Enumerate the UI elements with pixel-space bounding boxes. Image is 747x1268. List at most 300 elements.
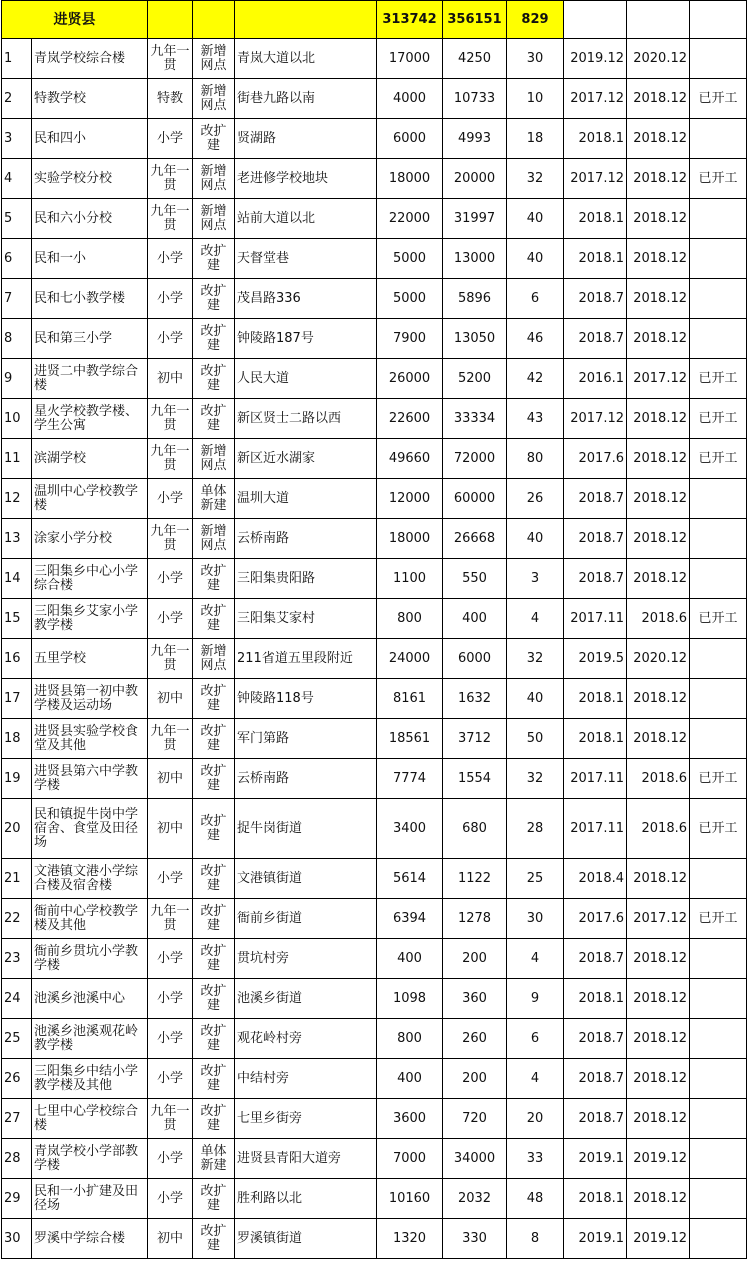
start-date-cell: 2018.7 <box>564 1019 627 1059</box>
row-index-cell: 7 <box>2 279 32 319</box>
investment-cell: 13050 <box>443 319 507 359</box>
status-cell <box>690 859 747 899</box>
status-cell <box>690 1179 747 1219</box>
status-cell <box>690 979 747 1019</box>
school-name-cell: 民和一小扩建及田径场 <box>32 1179 148 1219</box>
start-date-cell: 2017.12 <box>564 399 627 439</box>
location-cell: 贤湖路 <box>235 119 377 159</box>
school-type-cell: 九年一贯 <box>148 159 193 199</box>
table-row <box>2 239 747 279</box>
location-cell: 胜利路以北 <box>235 1179 377 1219</box>
school-type-cell: 小学 <box>148 1059 193 1099</box>
school-type-cell: 九年一贯 <box>148 719 193 759</box>
table-row <box>2 639 747 679</box>
building-area-cell: 5000 <box>377 279 443 319</box>
start-date-cell: 2018.4 <box>564 859 627 899</box>
table-row <box>2 1019 747 1059</box>
school-type-cell: 小学 <box>148 319 193 359</box>
building-area-cell: 17000 <box>377 39 443 79</box>
class-count-cell: 40 <box>507 679 564 719</box>
start-date-cell: 2017.11 <box>564 599 627 639</box>
row-index-cell: 21 <box>2 859 32 899</box>
investment-cell: 550 <box>443 559 507 599</box>
investment-cell: 60000 <box>443 479 507 519</box>
location-cell: 老进修学校地块 <box>235 159 377 199</box>
location-cell: 文港镇街道 <box>235 859 377 899</box>
start-date-cell: 2019.12 <box>564 39 627 79</box>
location-cell: 天督堂巷 <box>235 239 377 279</box>
end-date-cell: 2018.12 <box>627 199 690 239</box>
project-category-cell: 单体新建 <box>193 479 235 519</box>
building-area-cell: 24000 <box>377 639 443 679</box>
end-date-cell: 2018.12 <box>627 559 690 599</box>
location-cell: 站前大道以北 <box>235 199 377 239</box>
building-area-cell: 49660 <box>377 439 443 479</box>
project-category-cell: 新增网点 <box>193 79 235 119</box>
table-row <box>2 719 747 759</box>
investment-cell: 360 <box>443 979 507 1019</box>
school-type-cell: 特教 <box>148 79 193 119</box>
building-area-cell: 1098 <box>377 979 443 1019</box>
county-title: 进贤县 <box>2 1 148 39</box>
project-category-cell: 新增网点 <box>193 639 235 679</box>
status-cell <box>690 519 747 559</box>
project-category-cell: 改扩建 <box>193 599 235 639</box>
school-type-cell: 初中 <box>148 759 193 799</box>
school-type-cell: 小学 <box>148 1019 193 1059</box>
project-category-cell: 改扩建 <box>193 859 235 899</box>
end-date-cell: 2019.12 <box>627 1219 690 1259</box>
location-cell: 罗溪镇街道 <box>235 1219 377 1259</box>
building-area-cell: 6000 <box>377 119 443 159</box>
investment-cell: 200 <box>443 1059 507 1099</box>
table-row <box>2 399 747 439</box>
table-row <box>2 679 747 719</box>
end-date-cell: 2018.12 <box>627 719 690 759</box>
school-type-cell: 九年一贯 <box>148 39 193 79</box>
status-cell: 已开工 <box>690 599 747 639</box>
school-type-cell: 初中 <box>148 1219 193 1259</box>
header-cell <box>148 1 193 39</box>
building-area-cell: 22600 <box>377 399 443 439</box>
project-category-cell: 改扩建 <box>193 679 235 719</box>
school-name-cell: 民和一小 <box>32 239 148 279</box>
status-cell: 已开工 <box>690 159 747 199</box>
status-cell: 已开工 <box>690 799 747 859</box>
project-category-cell: 改扩建 <box>193 799 235 859</box>
school-name-cell: 三阳集乡中心小学综合楼 <box>32 559 148 599</box>
investment-cell: 4250 <box>443 39 507 79</box>
school-name-cell: 罗溪中学综合楼 <box>32 1219 148 1259</box>
project-category-cell: 改扩建 <box>193 319 235 359</box>
project-category-cell: 新增网点 <box>193 39 235 79</box>
row-index-cell: 10 <box>2 399 32 439</box>
investment-cell: 5896 <box>443 279 507 319</box>
project-category-cell: 新增网点 <box>193 159 235 199</box>
row-index-cell: 13 <box>2 519 32 559</box>
class-count-cell: 48 <box>507 1179 564 1219</box>
building-area-cell: 400 <box>377 939 443 979</box>
start-date-cell: 2018.1 <box>564 679 627 719</box>
school-type-cell: 九年一贯 <box>148 899 193 939</box>
investment-cell: 1122 <box>443 859 507 899</box>
project-category-cell: 改扩建 <box>193 239 235 279</box>
investment-cell: 1632 <box>443 679 507 719</box>
end-date-cell: 2019.12 <box>627 1139 690 1179</box>
class-count-cell: 9 <box>507 979 564 1019</box>
table-row <box>2 1139 747 1179</box>
start-date-cell: 2018.7 <box>564 479 627 519</box>
investment-cell: 200 <box>443 939 507 979</box>
start-date-cell: 2017.6 <box>564 899 627 939</box>
investment-cell: 34000 <box>443 1139 507 1179</box>
table-row <box>2 1179 747 1219</box>
class-count-cell: 80 <box>507 439 564 479</box>
total-classes: 829 <box>507 1 564 39</box>
location-cell: 三阳集贵阳路 <box>235 559 377 599</box>
table-row <box>2 439 747 479</box>
table-row <box>2 559 747 599</box>
class-count-cell: 6 <box>507 1019 564 1059</box>
location-cell: 新区近水湖家 <box>235 439 377 479</box>
row-index-cell: 8 <box>2 319 32 359</box>
table-row <box>2 519 747 559</box>
table-row <box>2 319 747 359</box>
school-name-cell: 五里学校 <box>32 639 148 679</box>
school-type-cell: 小学 <box>148 239 193 279</box>
status-cell <box>690 1059 747 1099</box>
header-cell <box>564 1 627 39</box>
investment-cell: 72000 <box>443 439 507 479</box>
class-count-cell: 40 <box>507 239 564 279</box>
row-index-cell: 6 <box>2 239 32 279</box>
table-row <box>2 119 747 159</box>
building-area-cell: 8161 <box>377 679 443 719</box>
end-date-cell: 2018.12 <box>627 79 690 119</box>
building-area-cell: 6394 <box>377 899 443 939</box>
school-type-cell: 九年一贯 <box>148 199 193 239</box>
school-name-cell: 民和四小 <box>32 119 148 159</box>
end-date-cell: 2018.12 <box>627 679 690 719</box>
school-type-cell: 九年一贯 <box>148 1099 193 1139</box>
status-cell <box>690 479 747 519</box>
end-date-cell: 2018.12 <box>627 979 690 1019</box>
location-cell: 云桥南路 <box>235 759 377 799</box>
school-type-cell: 九年一贯 <box>148 519 193 559</box>
row-index-cell: 19 <box>2 759 32 799</box>
school-type-cell: 小学 <box>148 559 193 599</box>
row-index-cell: 30 <box>2 1219 32 1259</box>
project-category-cell: 改扩建 <box>193 1179 235 1219</box>
project-category-cell: 改扩建 <box>193 899 235 939</box>
class-count-cell: 4 <box>507 939 564 979</box>
school-name-cell: 池溪乡池溪观花岭教学楼 <box>32 1019 148 1059</box>
school-name-cell: 进贤县第一初中教学楼及运动场 <box>32 679 148 719</box>
school-name-cell: 青岚学校小学部教学楼 <box>32 1139 148 1179</box>
table-row <box>2 79 747 119</box>
location-cell: 衙前乡街道 <box>235 899 377 939</box>
building-area-cell: 4000 <box>377 79 443 119</box>
row-index-cell: 26 <box>2 1059 32 1099</box>
status-cell <box>690 319 747 359</box>
investment-cell: 31997 <box>443 199 507 239</box>
project-category-cell: 改扩建 <box>193 359 235 399</box>
start-date-cell: 2018.7 <box>564 1059 627 1099</box>
school-type-cell: 初中 <box>148 799 193 859</box>
row-index-cell: 23 <box>2 939 32 979</box>
class-count-cell: 30 <box>507 899 564 939</box>
status-cell: 已开工 <box>690 399 747 439</box>
table-row <box>2 1219 747 1259</box>
end-date-cell: 2017.12 <box>627 359 690 399</box>
end-date-cell: 2018.6 <box>627 759 690 799</box>
table-row <box>2 979 747 1019</box>
row-index-cell: 4 <box>2 159 32 199</box>
status-cell <box>690 1019 747 1059</box>
class-count-cell: 40 <box>507 519 564 559</box>
location-cell: 观花岭村旁 <box>235 1019 377 1059</box>
school-type-cell: 九年一贯 <box>148 439 193 479</box>
location-cell: 钟陵路118号 <box>235 679 377 719</box>
school-name-cell: 文港镇文港小学综合楼及宿舍楼 <box>32 859 148 899</box>
start-date-cell: 2018.1 <box>564 199 627 239</box>
end-date-cell: 2018.6 <box>627 599 690 639</box>
project-category-cell: 单体新建 <box>193 1139 235 1179</box>
location-cell: 青岚大道以北 <box>235 39 377 79</box>
row-index-cell: 29 <box>2 1179 32 1219</box>
building-area-cell: 5614 <box>377 859 443 899</box>
row-index-cell: 15 <box>2 599 32 639</box>
investment-cell: 10733 <box>443 79 507 119</box>
building-area-cell: 3600 <box>377 1099 443 1139</box>
building-area-cell: 3400 <box>377 799 443 859</box>
school-type-cell: 小学 <box>148 979 193 1019</box>
investment-cell: 13000 <box>443 239 507 279</box>
status-cell <box>690 939 747 979</box>
status-cell <box>690 39 747 79</box>
project-table <box>1 0 747 1259</box>
end-date-cell: 2018.12 <box>627 939 690 979</box>
location-cell: 人民大道 <box>235 359 377 399</box>
school-type-cell: 小学 <box>148 1139 193 1179</box>
investment-cell: 1554 <box>443 759 507 799</box>
school-type-cell: 九年一贯 <box>148 399 193 439</box>
project-category-cell: 改扩建 <box>193 279 235 319</box>
project-category-cell: 改扩建 <box>193 719 235 759</box>
school-type-cell: 初中 <box>148 679 193 719</box>
header-cell <box>690 1 747 39</box>
start-date-cell: 2017.11 <box>564 799 627 859</box>
project-category-cell: 改扩建 <box>193 1019 235 1059</box>
status-cell <box>690 1219 747 1259</box>
building-area-cell: 12000 <box>377 479 443 519</box>
start-date-cell: 2017.12 <box>564 79 627 119</box>
status-cell: 已开工 <box>690 759 747 799</box>
status-cell <box>690 199 747 239</box>
total-investment: 356151 <box>443 1 507 39</box>
school-name-cell: 青岚学校综合楼 <box>32 39 148 79</box>
building-area-cell: 800 <box>377 599 443 639</box>
start-date-cell: 2017.12 <box>564 159 627 199</box>
investment-cell: 400 <box>443 599 507 639</box>
location-cell: 捉牛岗街道 <box>235 799 377 859</box>
location-cell: 三阳集艾家村 <box>235 599 377 639</box>
table-row <box>2 599 747 639</box>
location-cell: 军门第路 <box>235 719 377 759</box>
school-type-cell: 小学 <box>148 279 193 319</box>
school-name-cell: 特教学校 <box>32 79 148 119</box>
class-count-cell: 30 <box>507 39 564 79</box>
project-category-cell: 改扩建 <box>193 559 235 599</box>
table-row <box>2 359 747 399</box>
start-date-cell: 2019.5 <box>564 639 627 679</box>
location-cell: 街巷九路以南 <box>235 79 377 119</box>
start-date-cell: 2018.1 <box>564 979 627 1019</box>
status-cell <box>690 679 747 719</box>
class-count-cell: 20 <box>507 1099 564 1139</box>
end-date-cell: 2018.12 <box>627 479 690 519</box>
investment-cell: 33334 <box>443 399 507 439</box>
class-count-cell: 25 <box>507 859 564 899</box>
class-count-cell: 4 <box>507 1059 564 1099</box>
table-row <box>2 899 747 939</box>
class-count-cell: 42 <box>507 359 564 399</box>
building-area-cell: 7900 <box>377 319 443 359</box>
end-date-cell: 2018.12 <box>627 119 690 159</box>
building-area-cell: 22000 <box>377 199 443 239</box>
location-cell: 进贤县青阳大道旁 <box>235 1139 377 1179</box>
class-count-cell: 26 <box>507 479 564 519</box>
school-name-cell: 温圳中心学校教学楼 <box>32 479 148 519</box>
building-area-cell: 7000 <box>377 1139 443 1179</box>
table-row <box>2 759 747 799</box>
end-date-cell: 2018.12 <box>627 1099 690 1139</box>
row-index-cell: 12 <box>2 479 32 519</box>
status-cell <box>690 1099 747 1139</box>
project-category-cell: 新增网点 <box>193 199 235 239</box>
row-index-cell: 1 <box>2 39 32 79</box>
investment-cell: 680 <box>443 799 507 859</box>
building-area-cell: 5000 <box>377 239 443 279</box>
project-category-cell: 改扩建 <box>193 759 235 799</box>
start-date-cell: 2018.1 <box>564 719 627 759</box>
investment-cell: 5200 <box>443 359 507 399</box>
building-area-cell: 400 <box>377 1059 443 1099</box>
header-cell <box>627 1 690 39</box>
start-date-cell: 2018.1 <box>564 1179 627 1219</box>
start-date-cell: 2019.1 <box>564 1219 627 1259</box>
investment-cell: 4993 <box>443 119 507 159</box>
start-date-cell: 2018.1 <box>564 119 627 159</box>
building-area-cell: 1100 <box>377 559 443 599</box>
investment-cell: 26668 <box>443 519 507 559</box>
school-name-cell: 星火学校教学楼、学生公寓 <box>32 399 148 439</box>
building-area-cell: 18000 <box>377 159 443 199</box>
table-row <box>2 859 747 899</box>
table-row <box>2 279 747 319</box>
school-name-cell: 民和七小教学楼 <box>32 279 148 319</box>
start-date-cell: 2018.7 <box>564 1099 627 1139</box>
status-cell <box>690 1139 747 1179</box>
building-area-cell: 26000 <box>377 359 443 399</box>
row-index-cell: 5 <box>2 199 32 239</box>
start-date-cell: 2018.7 <box>564 939 627 979</box>
table-row <box>2 39 747 79</box>
class-count-cell: 32 <box>507 159 564 199</box>
status-cell <box>690 119 747 159</box>
location-cell: 茂昌路336 <box>235 279 377 319</box>
start-date-cell: 2016.1 <box>564 359 627 399</box>
row-index-cell: 9 <box>2 359 32 399</box>
row-index-cell: 22 <box>2 899 32 939</box>
status-cell <box>690 639 747 679</box>
class-count-cell: 46 <box>507 319 564 359</box>
building-area-cell: 18561 <box>377 719 443 759</box>
school-name-cell: 七里中心学校综合楼 <box>32 1099 148 1139</box>
class-count-cell: 32 <box>507 639 564 679</box>
status-cell: 已开工 <box>690 899 747 939</box>
row-index-cell: 11 <box>2 439 32 479</box>
school-name-cell: 民和六小分校 <box>32 199 148 239</box>
class-count-cell: 33 <box>507 1139 564 1179</box>
status-cell <box>690 559 747 599</box>
end-date-cell: 2018.6 <box>627 799 690 859</box>
school-name-cell: 滨湖学校 <box>32 439 148 479</box>
table-row <box>2 159 747 199</box>
school-type-cell: 小学 <box>148 479 193 519</box>
end-date-cell: 2020.12 <box>627 639 690 679</box>
end-date-cell: 2018.12 <box>627 439 690 479</box>
class-count-cell: 3 <box>507 559 564 599</box>
school-name-cell: 池溪乡池溪中心 <box>32 979 148 1019</box>
table-row <box>2 479 747 519</box>
total-area: 313742 <box>377 1 443 39</box>
project-category-cell: 改扩建 <box>193 979 235 1019</box>
end-date-cell: 2018.12 <box>627 159 690 199</box>
class-count-cell: 18 <box>507 119 564 159</box>
class-count-cell: 32 <box>507 759 564 799</box>
end-date-cell: 2018.12 <box>627 1179 690 1219</box>
location-cell: 温圳大道 <box>235 479 377 519</box>
location-cell: 贯坑村旁 <box>235 939 377 979</box>
school-name-cell: 进贤二中教学综合楼 <box>32 359 148 399</box>
building-area-cell: 18000 <box>377 519 443 559</box>
project-category-cell: 改扩建 <box>193 1219 235 1259</box>
row-index-cell: 27 <box>2 1099 32 1139</box>
investment-cell: 330 <box>443 1219 507 1259</box>
row-index-cell: 25 <box>2 1019 32 1059</box>
row-index-cell: 24 <box>2 979 32 1019</box>
investment-cell: 2032 <box>443 1179 507 1219</box>
school-type-cell: 小学 <box>148 119 193 159</box>
school-name-cell: 三阳集乡艾家小学教学楼 <box>32 599 148 639</box>
class-count-cell: 6 <box>507 279 564 319</box>
end-date-cell: 2018.12 <box>627 319 690 359</box>
location-cell: 211省道五里段附近 <box>235 639 377 679</box>
class-count-cell: 43 <box>507 399 564 439</box>
class-count-cell: 4 <box>507 599 564 639</box>
class-count-cell: 50 <box>507 719 564 759</box>
end-date-cell: 2018.12 <box>627 1059 690 1099</box>
start-date-cell: 2018.7 <box>564 279 627 319</box>
status-cell: 已开工 <box>690 359 747 399</box>
status-cell: 已开工 <box>690 79 747 119</box>
project-category-cell: 新增网点 <box>193 439 235 479</box>
start-date-cell: 2017.11 <box>564 759 627 799</box>
school-type-cell: 小学 <box>148 939 193 979</box>
investment-cell: 20000 <box>443 159 507 199</box>
school-name-cell: 衙前中心学校教学楼及其他 <box>32 899 148 939</box>
